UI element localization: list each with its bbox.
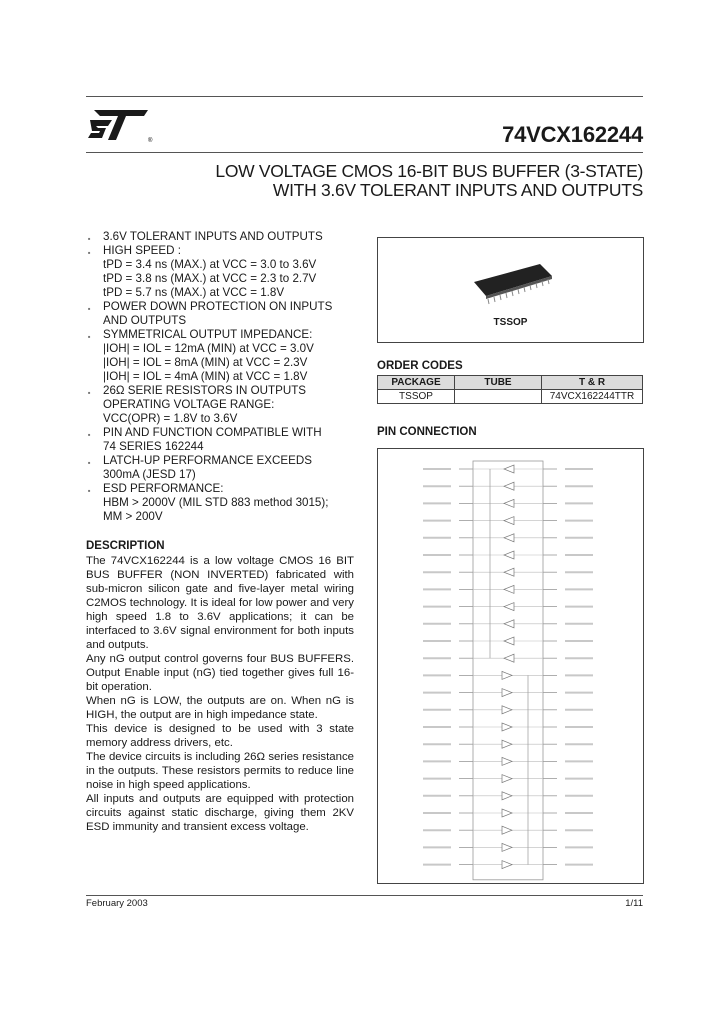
- description-body: [86, 554, 354, 834]
- description-paragraph: The device circuits is including 26Ω series resistance in the outputs. These resistors permits to reduce line noise in high speed applications.: [86, 751, 354, 791]
- tssop-package-image: [468, 260, 558, 310]
- buffer-symbol: [504, 603, 514, 611]
- footer-date: February 2003: [86, 898, 148, 909]
- pin-connection-box: [377, 448, 644, 884]
- buffer-symbol: [502, 809, 512, 817]
- buffer-symbol: [504, 551, 514, 559]
- header-rule-top: [86, 96, 643, 97]
- description-paragraph: When nG is LOW, the outputs are on. When nG is HIGH, the output are in high impedance state.: [86, 695, 354, 721]
- table-cell: [455, 390, 542, 404]
- st-logo: [86, 106, 154, 144]
- feature-subline: MM > 200V: [103, 510, 163, 523]
- buffer-symbol: [502, 706, 512, 714]
- buffer-symbol: [502, 740, 512, 748]
- buffer-symbol: [502, 723, 512, 731]
- footer-page: 1/11: [625, 898, 643, 909]
- description-paragraph: This device is designed to be used with 3 state memory address drivers, etc.: [86, 723, 354, 749]
- buffer-symbol: [502, 671, 512, 679]
- feature-subline: |IOH| = IOL = 4mA (MIN) at VCC = 1.8V: [103, 370, 308, 383]
- column-header: PACKAGE: [378, 376, 455, 390]
- table-cell: TSSOP: [378, 390, 455, 404]
- feature-subline: VCC(OPR) = 1.8V to 3.6V: [103, 412, 238, 425]
- svg-text:®: ®: [148, 138, 153, 144]
- buffer-symbol: [502, 792, 512, 800]
- table-row: [378, 390, 643, 404]
- feature-subline: |IOH| = IOL = 8mA (MIN) at VCC = 2.3V: [103, 356, 308, 369]
- order-codes-table: [377, 375, 643, 404]
- package-box: [377, 237, 644, 343]
- feature-item: ■ PIN AND FUNCTION COMPATIBLE WITH: [86, 426, 356, 440]
- subtitle-line-2: WITH 3.6V TOLERANT INPUTS AND OUTPUTS: [272, 180, 643, 200]
- footer-rule: [86, 895, 643, 896]
- table-header-row: [378, 376, 643, 390]
- part-number: 74VCX162244: [502, 122, 643, 147]
- buffer-symbol: [504, 534, 514, 542]
- features-list: [86, 230, 356, 524]
- feature-subline: HBM > 2000V (MIL STD 883 method 3015);: [103, 496, 329, 509]
- description-paragraph: All inputs and outputs are equipped with protection circuits against static discharge, giving them 2KV ESD immunity and transient excess voltage.: [86, 793, 354, 833]
- buffer-symbol: [502, 689, 512, 697]
- column-header: TUBE: [455, 376, 542, 390]
- feature-subline: OPERATING VOLTAGE RANGE:: [103, 398, 275, 411]
- buffer-symbol: [504, 620, 514, 628]
- feature-item: ■ LATCH-UP PERFORMANCE EXCEEDS: [86, 454, 356, 468]
- buffer-symbol: [502, 775, 512, 783]
- feature-item: ■ 26Ω SERIE RESISTORS IN OUTPUTS: [86, 384, 356, 398]
- feature-subline: 74 SERIES 162244: [103, 440, 204, 453]
- buffer-symbol: [504, 517, 514, 525]
- buffer-symbol: [504, 568, 514, 576]
- buffer-symbol: [504, 465, 514, 473]
- ic-body: [473, 461, 543, 880]
- description-paragraph: Any nG output control governs four BUS BUFFERS. Output Enable input (nG) tied together gives full 16-bit operation.: [86, 653, 354, 693]
- buffer-symbol: [502, 826, 512, 834]
- buffer-symbol: [502, 861, 512, 869]
- buffer-symbol: [504, 482, 514, 490]
- buffer-symbol: [502, 843, 512, 851]
- description-heading: DESCRIPTION: [86, 540, 165, 552]
- buffer-symbol: [504, 637, 514, 645]
- feature-subline: 300mA (JESD 17): [103, 468, 196, 481]
- column-header: T & R: [542, 376, 643, 390]
- feature-subline: tPD = 3.8 ns (MAX.) at VCC = 2.3 to 2.7V: [103, 272, 317, 285]
- order-codes-heading: ORDER CODES: [377, 360, 463, 372]
- feature-item: ■ ESD PERFORMANCE:: [86, 482, 356, 496]
- feature-item: ■ HIGH SPEED :: [86, 244, 356, 258]
- package-label: TSSOP: [493, 317, 528, 328]
- description-paragraph: The 74VCX162244 is a low voltage CMOS 16 BIT BUS BUFFER (NON INVERTED) fabricated with sub-micron silicon gate and five-layer metal wiring C2MOS technology. It is ideal for low power and very high speed 1.8 to 3.6V applications; it can be interfaced to 3.6V signal environment for both inputs and outputs.: [86, 555, 354, 651]
- header-rule-bottom: [86, 152, 643, 153]
- table-cell: 74VCX162244TTR: [542, 390, 643, 404]
- pin-connection-diagram: [378, 449, 643, 883]
- buffer-symbol: [502, 757, 512, 765]
- feature-subline: |IOH| = IOL = 12mA (MIN) at VCC = 3.0V: [103, 342, 314, 355]
- pin-connection-heading: PIN CONNECTION: [377, 426, 477, 438]
- buffer-symbol: [504, 499, 514, 507]
- feature-item: ■ POWER DOWN PROTECTION ON INPUTS AND OUTPUTS: [86, 300, 356, 328]
- subtitle-line-1: LOW VOLTAGE CMOS 16-BIT BUS BUFFER (3-STATE): [215, 161, 643, 181]
- buffer-symbol: [504, 585, 514, 593]
- buffer-symbol: [504, 654, 514, 662]
- feature-subline: tPD = 5.7 ns (MAX.) at VCC = 1.8V: [103, 286, 285, 299]
- feature-subline: tPD = 3.4 ns (MAX.) at VCC = 3.0 to 3.6V: [103, 258, 317, 271]
- feature-item: ■ SYMMETRICAL OUTPUT IMPEDANCE:: [86, 328, 356, 342]
- feature-item: ■ 3.6V TOLERANT INPUTS AND OUTPUTS: [86, 230, 356, 244]
